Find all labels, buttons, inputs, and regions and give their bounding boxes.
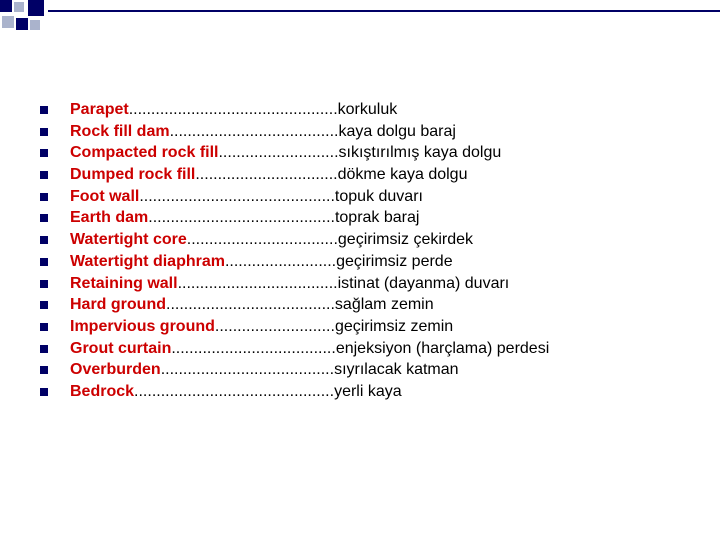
dot-leader: ............................................. [134, 382, 335, 400]
dot-leader: ...................................... [169, 122, 339, 140]
bullet-icon [40, 323, 48, 331]
turkish-translation: geçirimsiz çekirdek [337, 231, 474, 249]
dot-leader: ...................................... [166, 296, 335, 314]
dot-leader: ........................... [218, 144, 339, 162]
decor-square [16, 18, 28, 30]
turkish-translation: yerli kaya [334, 382, 402, 400]
dot-leader: ....................................... [160, 361, 335, 379]
term-row [40, 122, 549, 144]
bullet-icon [40, 128, 48, 136]
english-term: Retaining wall [70, 274, 178, 292]
bullet-icon [40, 301, 48, 309]
english-term: Watertight diaphram [70, 252, 225, 270]
decor-square [28, 0, 44, 16]
dot-leader: .......................................... [148, 209, 335, 227]
term-row [40, 339, 549, 361]
bullet-icon [40, 214, 48, 222]
decor-square [0, 0, 12, 12]
english-term: Dumped rock fill [70, 166, 196, 184]
bullet-icon [40, 388, 48, 396]
term-row [40, 187, 549, 209]
english-term: Grout curtain [70, 339, 172, 357]
term-row [40, 317, 549, 339]
term-row [40, 295, 549, 317]
turkish-translation: geçirimsiz perde [336, 252, 453, 270]
dot-leader: ............................................ [139, 187, 335, 205]
english-term: Rock fill dam [70, 122, 170, 140]
term-row [40, 143, 549, 165]
english-term: Overburden [70, 361, 161, 379]
turkish-translation: sıyrılacak katman [334, 361, 459, 379]
bullet-icon [40, 345, 48, 353]
english-term: Compacted rock fill [70, 144, 219, 162]
bullet-icon [40, 171, 48, 179]
bullet-icon [40, 258, 48, 266]
term-row [40, 382, 549, 404]
english-term: Parapet [70, 101, 129, 118]
bullet-icon [40, 236, 48, 244]
english-term: Watertight core [70, 231, 187, 249]
term-row [40, 252, 549, 274]
term-row [40, 230, 549, 252]
header-decoration [0, 0, 720, 40]
bullet-icon [40, 280, 48, 288]
term-row [40, 360, 549, 382]
dot-leader: ........................... [214, 317, 335, 335]
dot-leader: ............................................... [128, 101, 338, 118]
header-rule [48, 10, 720, 12]
dot-leader: .................................... [177, 274, 338, 292]
turkish-translation: korkuluk [337, 101, 398, 118]
term-row [40, 100, 549, 122]
turkish-translation: istinat (dayanma) duvarı [337, 274, 510, 292]
term-row [40, 274, 549, 296]
decor-square [14, 2, 24, 12]
english-term: Impervious ground [70, 317, 215, 335]
decor-square [30, 20, 40, 30]
turkish-translation: enjeksiyon (harçlama) perdesi [335, 339, 550, 357]
dot-leader: ..................................... [171, 339, 336, 357]
turkish-translation: dökme kaya dolgu [337, 166, 468, 184]
turkish-translation: sıkıştırılmış kaya dolgu [338, 144, 502, 162]
turkish-translation: topuk duvarı [334, 187, 423, 205]
bullet-icon [40, 366, 48, 374]
bullet-icon [40, 193, 48, 201]
english-term: Earth dam [70, 209, 149, 227]
dot-leader: .................................. [186, 231, 338, 249]
decor-square [2, 16, 14, 28]
turkish-translation: kaya dolgu baraj [338, 122, 456, 140]
bullet-icon [40, 149, 48, 157]
english-term: Foot wall [70, 187, 140, 205]
bullet-icon [40, 106, 48, 114]
english-term: Hard ground [70, 296, 166, 314]
turkish-translation: toprak baraj [334, 209, 420, 227]
dot-leader: ................................ [195, 166, 338, 184]
term-row [40, 208, 549, 230]
english-term: Bedrock [70, 382, 135, 400]
term-list [40, 100, 549, 404]
turkish-translation: geçirimsiz zemin [334, 317, 454, 335]
term-row [40, 165, 549, 187]
dot-leader: ......................... [224, 252, 337, 270]
turkish-translation: sağlam zemin [334, 296, 434, 314]
